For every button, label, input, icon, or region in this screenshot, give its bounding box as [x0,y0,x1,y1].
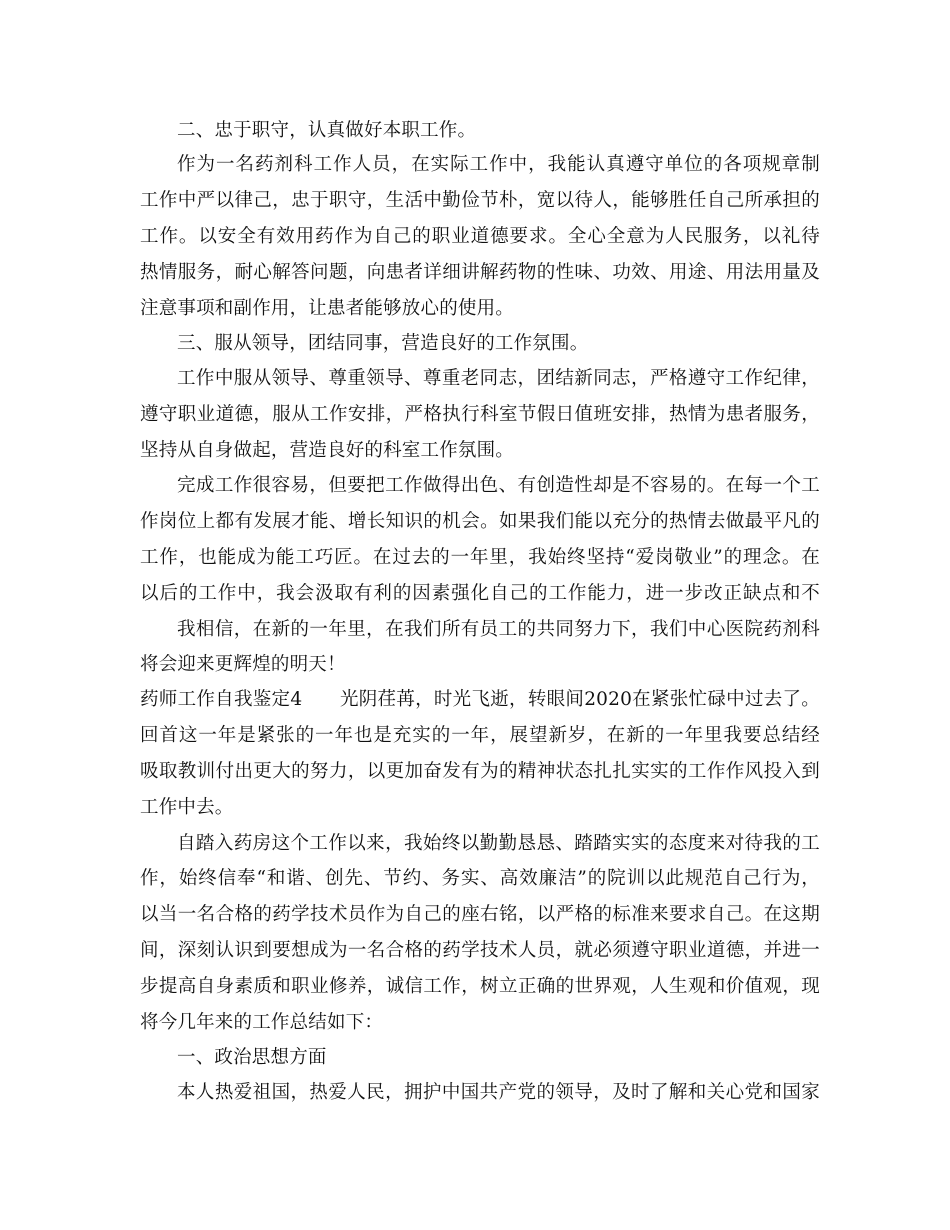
paragraph-line: 本人热爱祖国，热爱人民，拥护中国共产党的领导，及时了解和关心党和国家 [177,1082,820,1103]
paragraph-line: 工作中严以律己，忠于职守，生活中勤俭节朴，宽以待人，能够胜任自己所承担的 [140,190,820,211]
paragraph-line: 完成工作很容易，但要把工作做得出色、有创造性却是不容易的。在每一个工 [177,475,820,496]
paragraph-line: 工作，也能成为能工巧匠。在过去的一年里，我始终坚持“爱岗敬业”的理念。在 [140,547,820,568]
paragraph-line: 作为一名药剂科工作人员，在实际工作中，我能认真遵守单位的各项规章制 [177,154,820,175]
section-heading-2: 二、忠于职守，认真做好本职工作。 [177,120,477,141]
paragraph-line: 坚持从自身做起，营造良好的科室工作氛围。 [140,440,515,461]
paragraph-line: 热情服务，耐心解答问题，向患者详细讲解药物的性味、功效、用途、用法用量及 [140,262,820,283]
paragraph-line: 工作中去。 [140,797,234,818]
paragraph-line: 步提高自身素质和职业修养，诚信工作，树立正确的世界观，人生观和价值观，现 [140,976,820,997]
paragraph-line: 注意事项和副作用，让患者能够放心的使用。 [140,298,515,319]
section-heading-1: 一、政治思想方面 [177,1047,327,1068]
paragraph-line: 工作中服从领导、尊重领导、尊重老同志，团结新同志，严格遵守工作纪律， [177,368,820,389]
paragraph-line: 以当一名合格的药学技术员作为自己的座右铭，以严格的标准来要求自己。在这期 [140,904,820,925]
paragraph-line: 作岗位上都有发展才能、增长知识的机会。如果我们能以充分的热情去做最平凡的 [140,511,820,532]
paragraph-line: 我相信，在新的一年里，在我们所有员工的共同努力下，我们中心医院药剂科 [177,619,820,640]
paragraph-line: 作，始终信奉“和谐、创先、节约、务实、高效廉洁”的院训以此规范自己行为， [140,868,820,889]
paragraph-line: 以后的工作中，我会汲取有利的因素强化自己的工作能力，进一步改正缺点和不 [140,583,820,604]
paragraph-line: 将今几年来的工作总结如下： [140,1012,384,1033]
paragraph-line: 工作。以安全有效用药作为自己的职业道德要求。全心全意为人民服务，以礼待 [140,226,820,247]
paragraph-line: 回首这一年是紧张的一年也是充实的一年，展望新岁，在新的一年里我要总结经 [140,725,820,746]
paragraph-line: 自踏入药房这个工作以来，我始终以勤勤恳恳、踏踏实实的态度来对待我的工 [177,833,820,854]
article-title-line: 药师工作自我鉴定4 光阴荏苒，时光飞逝，转眼间2020在紧张忙碌中过去了。 [140,689,820,710]
paragraph-line: 吸取教训付出更大的努力，以更加奋发有为的精神状态扎扎实实的工作作风投入到 [140,761,820,782]
paragraph-line: 间，深刻认识到要想成为一名合格的药学技术人员，就必须遵守职业道德，并进一 [140,940,820,961]
paragraph-line: 遵守职业道德，服从工作安排，严格执行科室节假日值班安排，热情为患者服务， [140,404,820,425]
section-heading-3: 三、服从领导，团结同事，营造良好的工作氛围。 [177,333,589,354]
paragraph-line: 将会迎来更辉煌的明天！ [140,654,346,675]
